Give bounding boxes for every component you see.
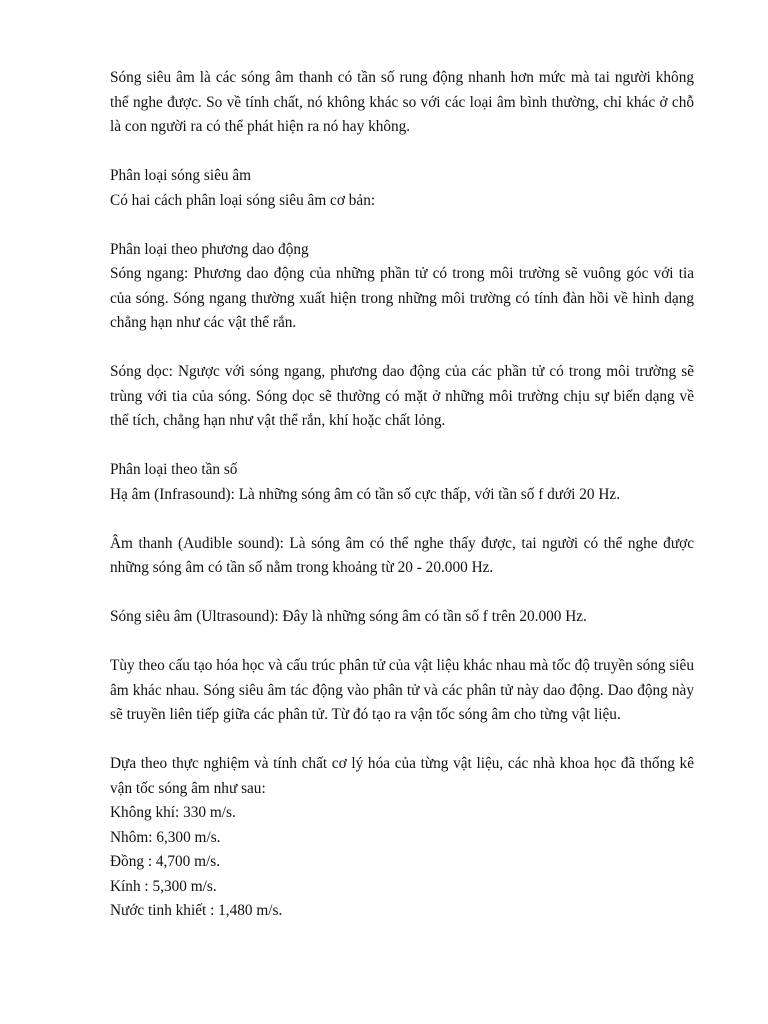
paragraph-gap [110,434,694,459]
by-frequency-heading: Phân loại theo tần số [110,461,238,478]
classification-intro: Có hai cách phân loại sóng siêu âm cơ bản: [110,191,376,209]
speed-paragraph: Tùy theo cấu tạo hóa học và cấu trúc phân tử của vật liệu khác nhau mà tốc độ truyền sóng siêu âm khác nhau. Sóng siêu âm tác động vào phân tử và các phân tử này dao động. Dao động này sẽ truyền liên tiếp giữa các phân tử. Từ đó tạo ra vận tốc sóng âm cho từng vật liệu. [110,657,694,723]
classification-heading: Phân loại sóng siêu âm [110,167,252,184]
stats-intro-paragraph: Dựa theo thực nghiệm và tính chất cơ lý hóa của từng vật liệu, các nhà khoa học đã thống kê vận tốc sóng âm như sau: [110,755,694,797]
paragraph-gap [110,336,694,361]
paragraph-gap [110,507,694,532]
speed-item-air: Không khí: 330 m/s. [110,804,236,821]
by-direction-heading: Phân loại theo phương dao động [110,240,309,258]
paragraph-gap [110,630,694,655]
ultrasound-paragraph: Sóng siêu âm (Ultrasound): Đây là những sóng âm có tần số f trên 20.000 Hz. [110,608,587,625]
speed-item-pure-water: Nước tinh khiết : 1,480 m/s. [110,902,283,919]
document-body [110,66,694,924]
paragraph-gap [110,140,694,165]
paragraph-gap [110,581,694,606]
infrasound-paragraph: Hạ âm (Infrasound): Là những sóng âm có tần số cực thấp, với tần số f dưới 20 Hz. [110,485,621,503]
longitudinal-wave-paragraph: Sóng dọc: Ngược với sóng ngang, phương dao động của các phần tử có trong môi trường sẽ trùng với tia của sóng. Sóng dọc sẽ thường có mặt ở những môi trường chịu sự biến dạng về thể tích, chẳng hạn như vật thể rắn, khí hoặc chất lỏng. [110,363,694,429]
audible-sound-paragraph: Âm thanh (Audible sound): Là sóng âm có thể nghe thấy được, tai người có thể nghe được những sóng âm có tần số nằm trong khoảng từ 20 - 20.000 Hz. [110,534,694,576]
paragraph-gap [110,213,694,238]
speed-item-glass: Kính : 5,300 m/s. [110,877,217,895]
paragraph-gap [110,728,694,753]
speed-item-copper: Đồng : 4,700 m/s. [110,853,221,870]
transverse-wave-paragraph: Sóng ngang: Phương dao động của những phần tử có trong môi trường sẽ vuông góc với tia của sóng. Sóng ngang thường xuất hiện trong những môi trường có tính đàn hồi về hình dạng chẳng hạn như các vật thể rắn. [110,265,694,331]
intro-paragraph: Sóng siêu âm là các sóng âm thanh có tần số rung động nhanh hơn mức mà tai người không thể nghe được. So về tính chất, nó không khác so với các loại âm bình thường, chỉ khác ở chỗ là con người ra có thể phát hiện ra nó hay không. [110,69,694,135]
speed-item-aluminum: Nhôm: 6,300 m/s. [110,828,221,846]
